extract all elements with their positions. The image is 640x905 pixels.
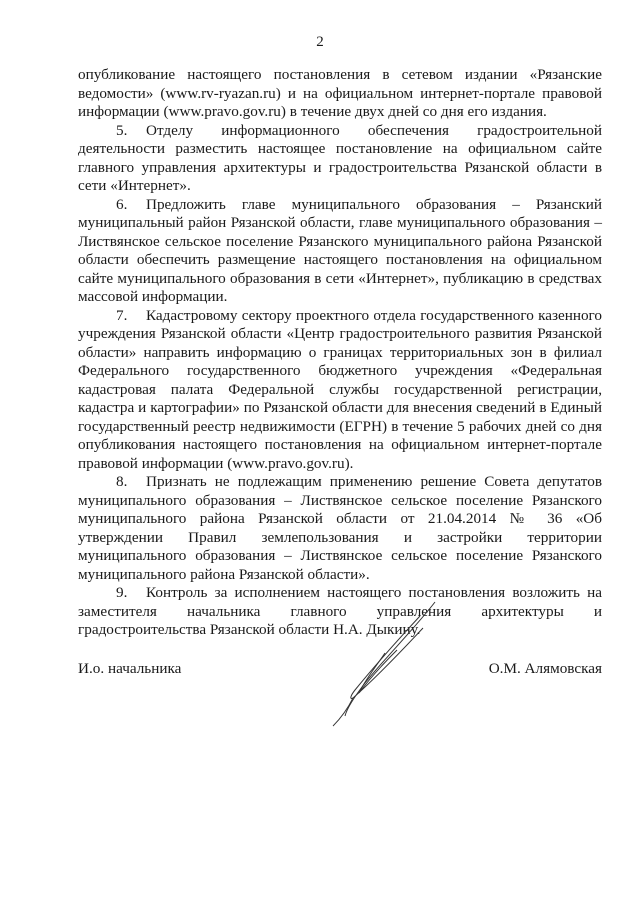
item-text: Контроль за исполнением настоящего постановления возложить на заместителя начальника главного управления архитектуры и градостроительства Рязанской области Н.А. Дыкину.	[78, 584, 602, 638]
item-6	[78, 196, 602, 307]
item-5	[78, 122, 602, 196]
item-number: 9.	[116, 584, 128, 601]
signatory-title: И.о. начальника	[78, 660, 182, 677]
item-number: 8.	[116, 473, 128, 490]
item-8	[78, 473, 602, 584]
document-body	[78, 66, 602, 640]
signatory-name: О.М. Алямовская	[488, 660, 602, 677]
item-number: 7.	[116, 306, 128, 324]
page-number: 2	[316, 34, 324, 50]
item-text: Предложить главе муниципального образования – Рязанский муниципальный район Рязанской области, главе муниципального образования – Листвянское сельское поселение Рязанского муниципального района Рязанской области обеспечить размещение настоящего постановления на официальном сайте муниципального образования в сети «Интернет», публикацию в средствах массовой информации.	[78, 195, 602, 305]
item-text: Кадастровому сектору проектного отдела государственного казенного учреждения Рязанской области «Центр градостроительного развития Рязанской области» направить информацию о границах территориальных зон в филиал Федерального государственного бюджетного учреждения «Федеральная кадастровая палата Федеральной службы государственной регистрации, кадастра и картографии» по Рязанской области для внесения сведений в Единый государственный реестр недвижимости (ЕГРН) в течение 5 рабочих дней со дня опубликования настоящего постановления на официальном интернет-портале правовой информации (www.pravo.gov.ru).	[78, 306, 602, 472]
handwritten-signature	[325, 598, 455, 728]
item-text: Признать не подлежащим применению решение Совета депутатов муниципального образования – Листвянское сельское поселение Рязанского муниципального района Рязанской области от 21.04.2014 № 36 «Об утверждении Правил землепользования и застройки территории муниципального образования – Листвянское сельское поселение Рязанского муниципального района Рязанской области».	[78, 473, 602, 583]
item-text: Отделу информационного обеспечения градостроительной деятельности разместить настоящее постановление на официальном сайте главного управления архитектуры и градостроительства Рязанской области в сети «Интернет».	[78, 121, 602, 194]
item-number: 6.	[116, 195, 128, 213]
item-number: 5.	[116, 121, 128, 139]
intro-paragraph: опубликование настоящего постановления в сетевом издании «Рязанские ведомости» (www.rv-ryazan.ru) и на официальном интернет-портале правовой информации (www.pravo.gov.ru) в течение двух дней со дня его издания.	[78, 66, 602, 120]
item-7	[78, 307, 602, 474]
